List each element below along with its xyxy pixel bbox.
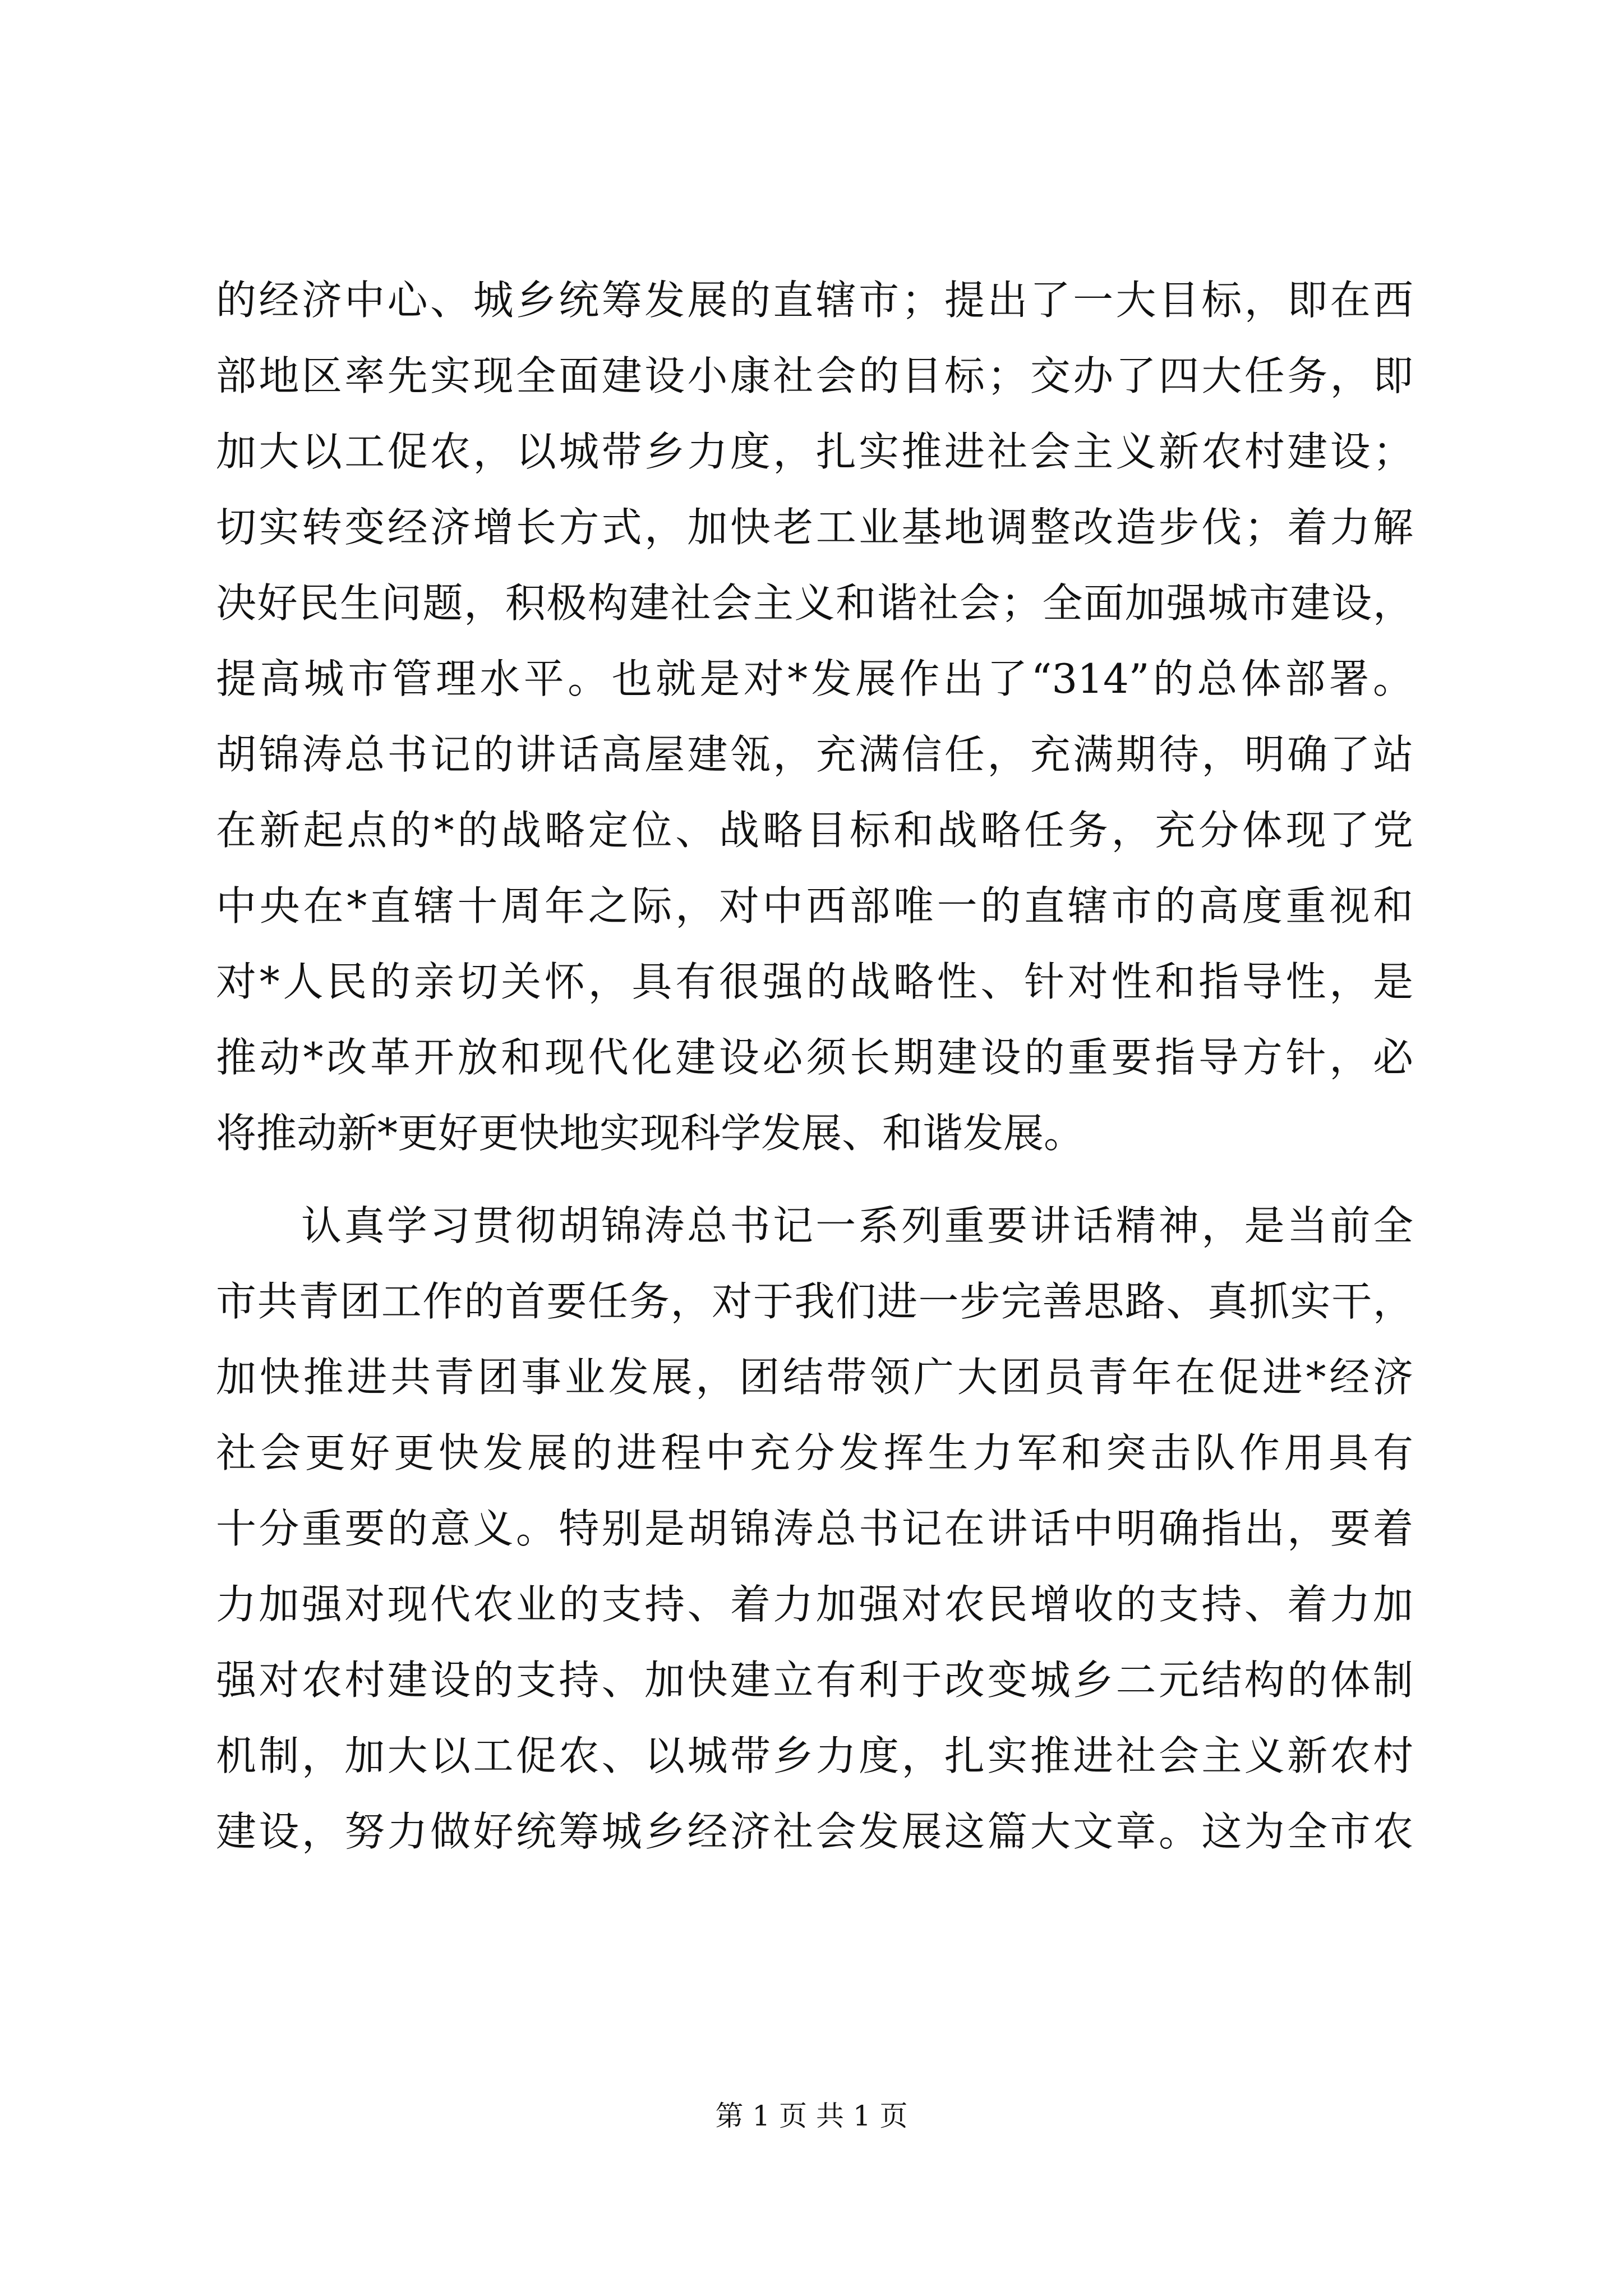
paragraph-1 bbox=[216, 263, 1413, 1171]
text-line: 加大以工促农，以城带乡力度，扎实推进社会主义新农村建设； bbox=[216, 428, 1413, 475]
text-line: 胡锦涛总书记的讲话高屋建瓴，充满信任，充满期待，明确了站 bbox=[216, 731, 1413, 778]
text-line: 提高城市管理水平。也就是对*发展作出了“314”的总体部署。 bbox=[216, 655, 1413, 702]
text-line: 建设，努力做好统筹城乡经济社会发展这篇大文章。这为全市农 bbox=[216, 1808, 1413, 1855]
text-line: 十分重要的意义。特别是胡锦涛总书记在讲话中明确指出，要着 bbox=[216, 1505, 1413, 1552]
text-line: 决好民生问题，积极构建社会主义和谐社会；全面加强城市建设， bbox=[216, 579, 1413, 627]
body-text bbox=[216, 263, 1413, 1870]
text-line: 的经济中心、城乡统筹发展的直辖市；提出了一大目标，即在西 bbox=[216, 277, 1413, 324]
text-line: 部地区率先实现全面建设小康社会的目标；交办了四大任务，即 bbox=[216, 352, 1413, 399]
text-line: 机制，加大以工促农、以城带乡力度，扎实推进社会主义新农村 bbox=[216, 1732, 1413, 1779]
text-line: 推动*改革开放和现代化建设必须长期建设的重要指导方针，必 bbox=[216, 1034, 1413, 1081]
text-line: 认真学习贯彻胡锦涛总书记一系列重要讲话精神，是当前全 bbox=[301, 1202, 1413, 1249]
text-line: 切实转变经济增长方式，加快老工业基地调整改造步伐；着力解 bbox=[216, 504, 1413, 551]
text-line: 强对农村建设的支持、加快建立有利于改变城乡二元结构的体制 bbox=[216, 1657, 1413, 1704]
paragraph-2 bbox=[216, 1188, 1413, 1870]
text-line: 对*人民的亲切关怀，具有很强的战略性、针对性和指导性，是 bbox=[216, 958, 1413, 1005]
page-number-footer: 第 1 页 共 1 页 bbox=[715, 2100, 908, 2132]
text-line: 中央在*直辖十周年之际，对中西部唯一的直辖市的高度重视和 bbox=[216, 882, 1413, 930]
text-line: 力加强对现代农业的支持、着力加强对农民增收的支持、着力加 bbox=[216, 1581, 1413, 1628]
text-line: 加快推进共青团事业发展，团结带领广大团员青年在促进*经济 bbox=[216, 1354, 1413, 1401]
text-line: 将推动新*更好更快地实现科学发展、和谐发展。 bbox=[216, 1110, 1085, 1157]
text-line: 市共青团工作的首要任务，对于我们进一步完善思路、真抓实干， bbox=[216, 1278, 1413, 1325]
text-line: 社会更好更快发展的进程中充分发挥生力军和突击队作用具有 bbox=[216, 1429, 1413, 1476]
text-line: 在新起点的*的战略定位、战略目标和战略任务，充分体现了党 bbox=[216, 807, 1413, 854]
